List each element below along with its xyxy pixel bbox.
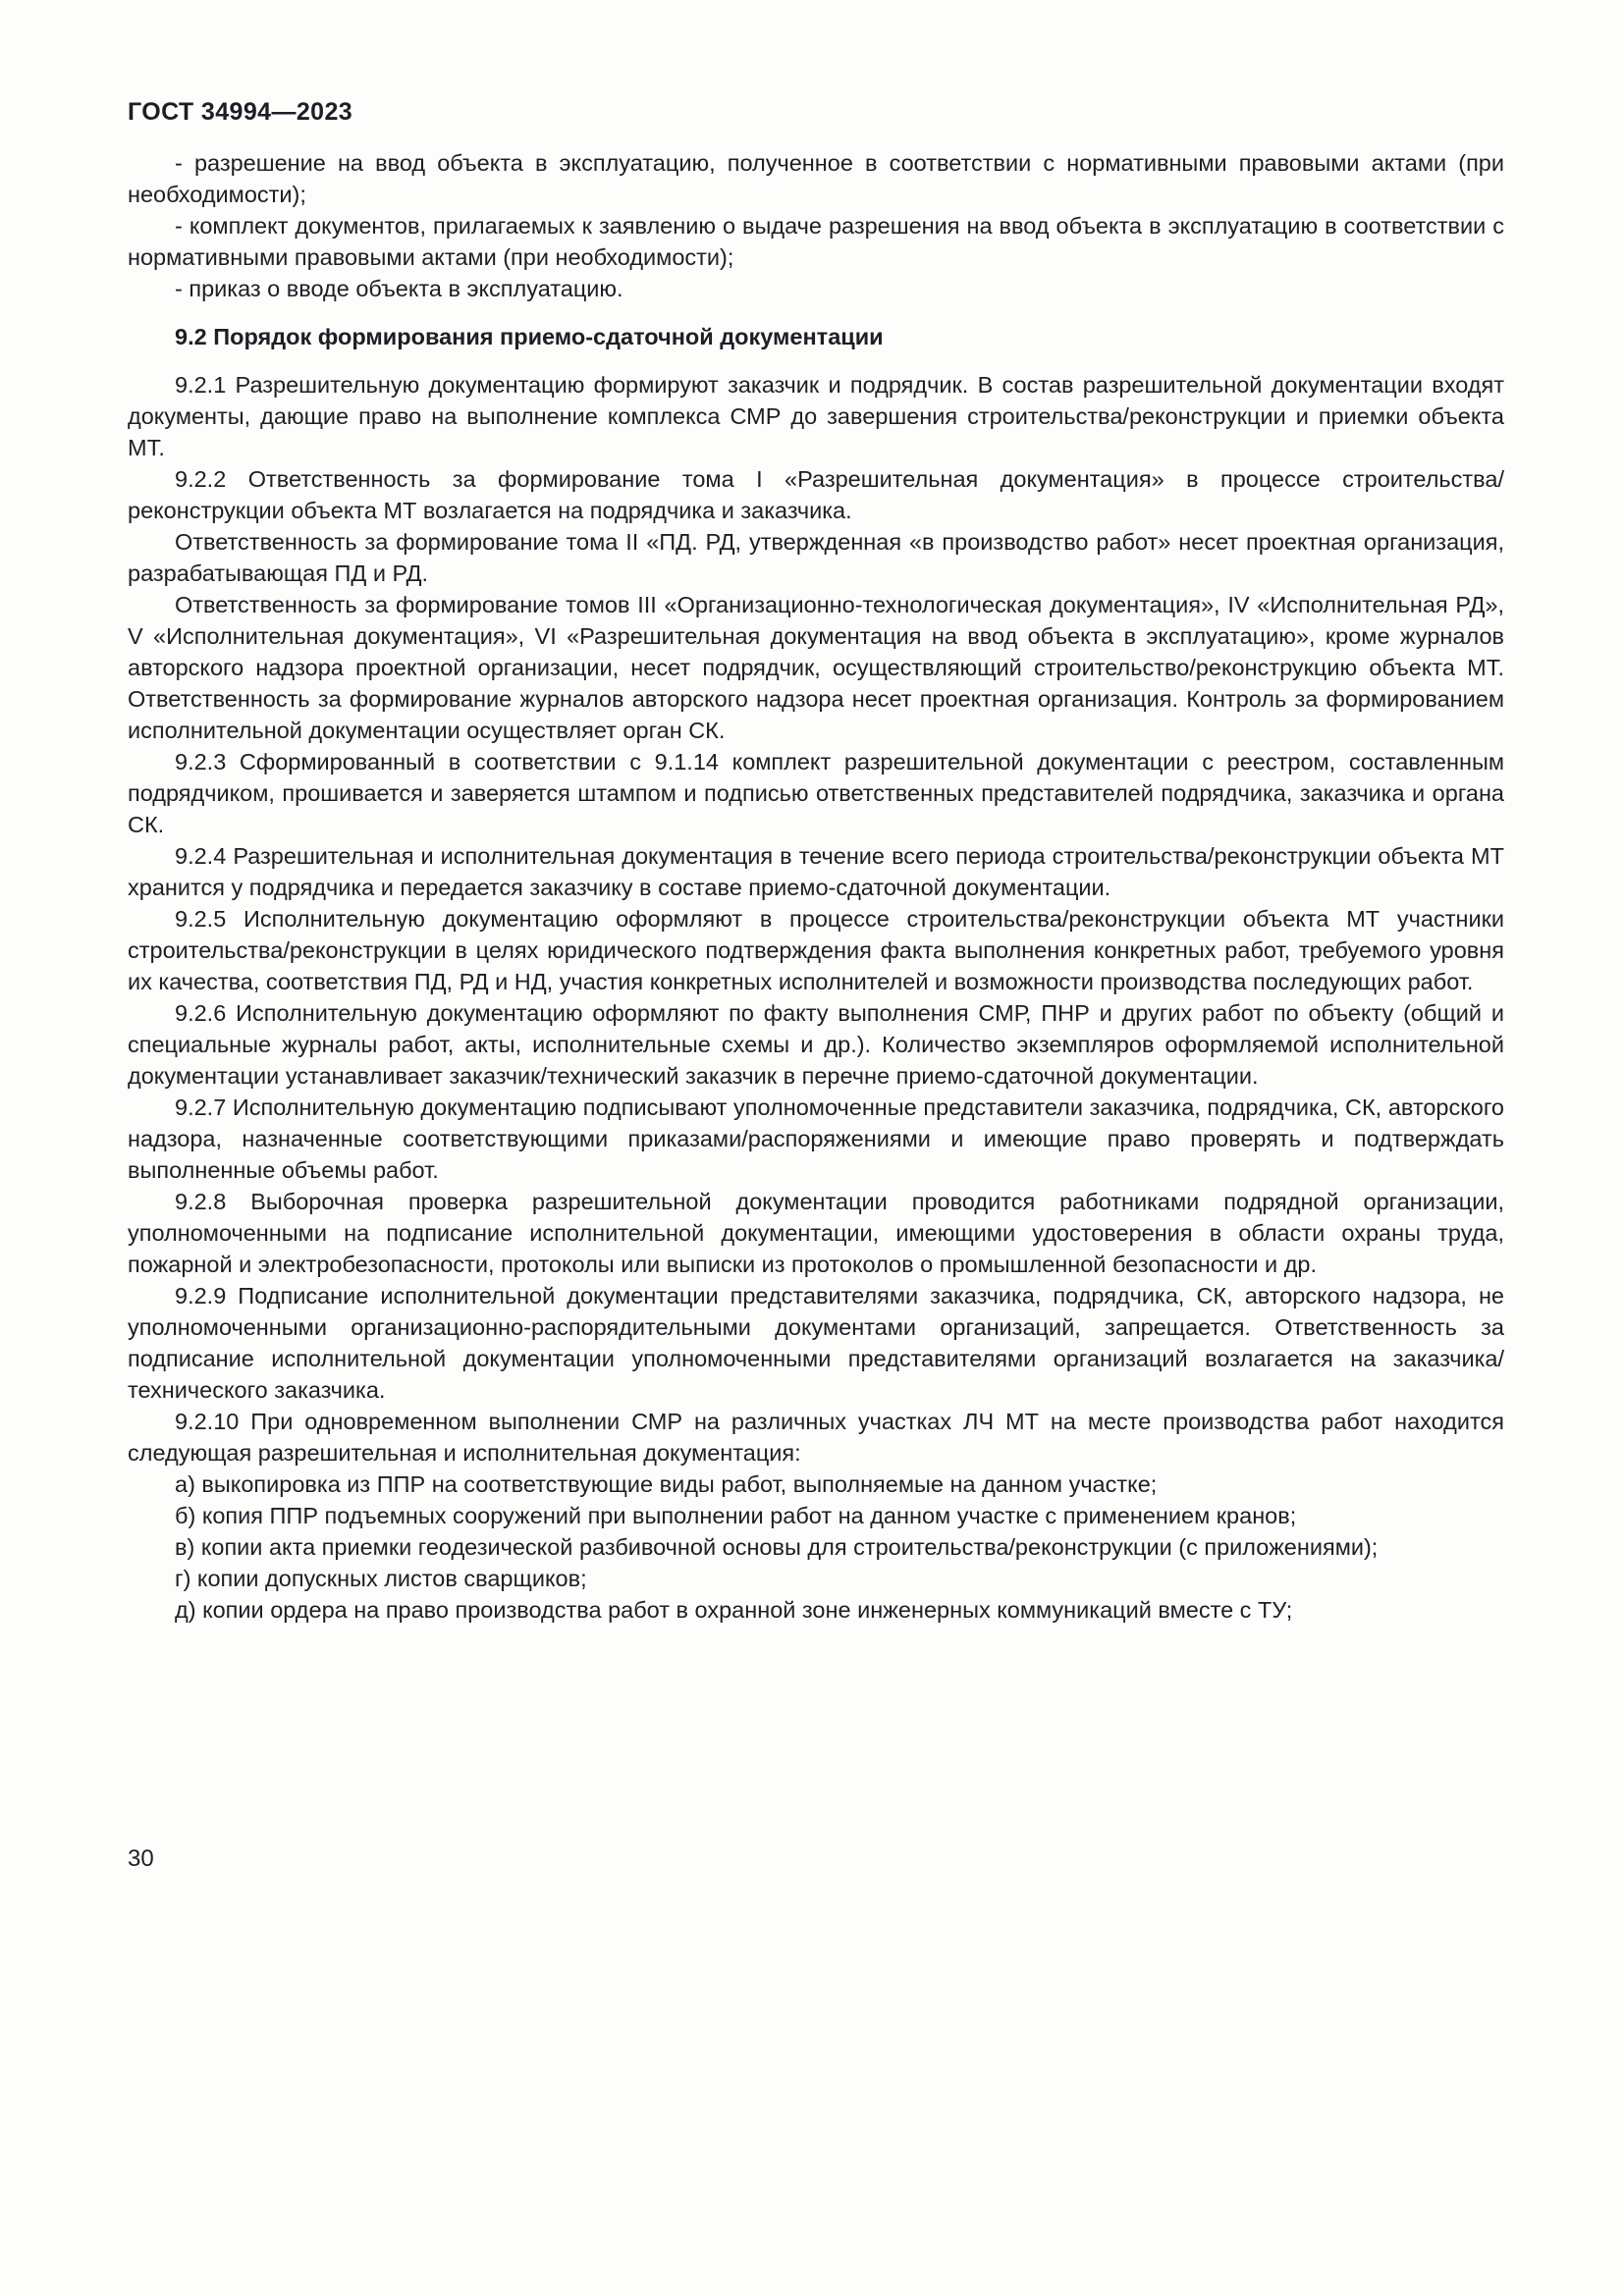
document-content xyxy=(128,147,1504,1626)
page-number: 30 xyxy=(128,1845,154,1872)
paragraph: Ответственность за формирование томов III «Организационно-технологическая документация», IV «Исполнительная РД», V «Исполнительная документация», VI «Разрешительная документация на ввод объекта в эксплуатацию», кроме журналов авторского надзора проектной организации, несет подрядчик, осуществляющий строительство/реконструкцию объекта МТ. Ответственность за формирование журналов авторского надзора несет проектная организация. Контроль за формированием исполнительной документации осуществляет орган СК. xyxy=(128,592,1504,743)
list-item: д) копии ордера на право производства работ в охранной зоне инженерных коммуникаций вместе с ТУ; xyxy=(175,1597,1293,1623)
list-item: г) копии допускных листов сварщиков; xyxy=(175,1566,587,1591)
paragraph: 9.2.1 Разрешительную документацию формируют заказчик и подрядчик. В состав разрешительной документации входят документы, дающие право на выполнение комплекса СМР до завершения строительства/реконструкции и приемки объекта МТ. xyxy=(128,372,1504,460)
paragraph: 9.2.8 Выборочная проверка разрешительной документации проводится работниками подрядной организации, уполномоченными на подписание исполнительной документации, имеющими удостоверения в области охраны труда, пожарной и электробезопасности, протоколы или выписки из протоколов о промышленной безопасности и др. xyxy=(128,1189,1504,1277)
list-item: - разрешение на ввод объекта в эксплуатацию, полученное в соответствии с нормативными правовыми актами (при необходимости); xyxy=(128,150,1504,207)
paragraph: 9.2.7 Исполнительную документацию подписывают уполномоченные представители заказчика, подрядчика, СК, авторского надзора, назначенные соответствующими приказами/распоряжениями и имеющие право проверять и подтверждать выполненные объемы работ. xyxy=(128,1095,1504,1183)
section-heading: 9.2 Порядок формирования приемо-сдаточной документации xyxy=(175,324,884,349)
paragraph: 9.2.4 Разрешительная и исполнительная документация в течение всего периода строительства/реконструкции объекта МТ хранится у подрядчика и передается заказчику в составе приемо-сдаточной документации. xyxy=(128,843,1504,900)
paragraph: 9.2.3 Сформированный в соответствии с 9.1.14 комплект разрешительной документации с реестром, составленным подрядчиком, прошивается и заверяется штампом и подписью ответственных представителей подрядчика, заказчика и органа СК. xyxy=(128,749,1504,837)
paragraph: 9.2.9 Подписание исполнительной документации представителями заказчика, подрядчика, СК, авторского надзора, не уполномоченными организационно-распорядительными документами организаций, запрещается. Ответственность за подписание исполнительной документации уполномоченными представителями организаций возлагается на заказчика/технического заказчика. xyxy=(128,1283,1504,1403)
list-item: в) копии акта приемки геодезической разбивочной основы для строительства/реконструкции (с приложениями); xyxy=(175,1534,1379,1560)
list-item: - приказ о вводе объекта в эксплуатацию. xyxy=(175,276,623,301)
list-item: б) копия ППР подъемных сооружений при выполнении работ на данном участке с применением кранов; xyxy=(175,1503,1297,1528)
paragraph: 9.2.2 Ответственность за формирование тома I «Разрешительная документация» в процессе строительства/реконструкции объекта МТ возлагается на подрядчика и заказчика. xyxy=(128,466,1504,523)
paragraph: 9.2.5 Исполнительную документацию оформляют в процессе строительства/реконструкции объекта МТ участники строительства/реконструкции в целях юридического подтверждения факта выполнения конкретных работ, требуемого уровня их качества, соответствия ПД, РД и НД, участия конкретных исполнителей и возможности производства последующих работ. xyxy=(128,906,1504,994)
standard-number: ГОСТ 34994—2023 xyxy=(128,98,353,126)
paragraph: 9.2.6 Исполнительную документацию оформляют по факту выполнения СМР, ПНР и других работ по объекту (общий и специальные журналы работ, акты, исполнительные схемы и др.). Количество экземпляров оформляемой исполнительной документации устанавливает заказчик/технический заказчик в перечне приемо-сдаточной документации. xyxy=(128,1000,1504,1089)
paragraph: Ответственность за формирование тома II «ПД. РД, утвержденная «в производство работ» несет проектная организация, разрабатывающая ПД и РД. xyxy=(128,529,1504,586)
list-item: - комплект документов, прилагаемых к заявлению о выдаче разрешения на ввод объекта в эксплуатацию в соответствии с нормативными правовыми актами (при необходимости); xyxy=(128,213,1504,270)
list-item: а) выкопировка из ППР на соответствующие виды работ, выполняемые на данном участке; xyxy=(175,1471,1158,1497)
paragraph: 9.2.10 При одновременном выполнении СМР на различных участках ЛЧ МТ на месте производства работ находится следующая разрешительная и исполнительная документация: xyxy=(128,1409,1504,1466)
